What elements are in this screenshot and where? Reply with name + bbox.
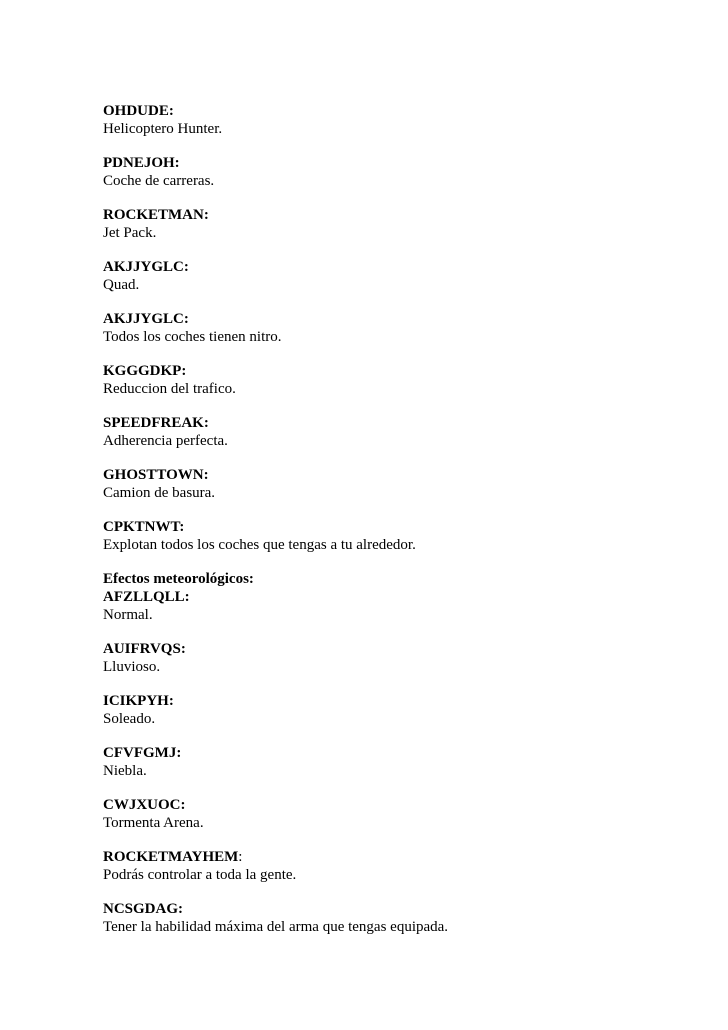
- cheat-description: Tener la habilidad máxima del arma que tengas equipada.: [103, 919, 449, 935]
- cheat-description: Jet Pack.: [103, 225, 157, 241]
- cheat-entry: [103, 796, 663, 832]
- cheat-entry: [103, 206, 663, 242]
- cheat-code: CFVFGMJ:: [103, 745, 182, 761]
- section-heading: Efectos meteorológicos:: [103, 571, 254, 587]
- cheat-description: Camion de basura.: [103, 485, 216, 501]
- cheat-code: CWJXUOC:: [103, 797, 186, 813]
- cheat-description: Coche de carreras.: [103, 173, 215, 189]
- cheat-entry: [103, 310, 663, 346]
- cheat-code: ICIKPYH:: [103, 693, 174, 709]
- cheat-code: GHOSTTOWN:: [103, 467, 209, 483]
- cheat-code: ROCKETMAYHEM: [103, 849, 239, 865]
- cheat-code: ROCKETMAN:: [103, 207, 209, 223]
- document-page: [103, 102, 663, 952]
- cheat-code: KGGGDKP:: [103, 363, 187, 379]
- cheat-description: Reduccion del trafico.: [103, 381, 236, 397]
- cheat-entry: [103, 466, 663, 502]
- cheat-code: NCSGDAG:: [103, 901, 184, 917]
- cheat-code: PDNEJOH:: [103, 155, 180, 171]
- cheat-entry: [103, 362, 663, 398]
- cheat-entry: [103, 848, 663, 884]
- cheat-code-colon: :: [238, 849, 243, 865]
- cheat-entry: [103, 414, 663, 450]
- cheat-entry: [103, 744, 663, 780]
- cheat-code: AFZLLQLL:: [103, 589, 190, 605]
- cheat-description: Helicoptero Hunter.: [103, 121, 223, 137]
- weather-section: [103, 570, 663, 624]
- cheat-code: SPEEDFREAK:: [103, 415, 209, 431]
- cheat-description: Lluvioso.: [103, 659, 161, 675]
- cheat-description: Niebla.: [103, 763, 147, 779]
- cheat-code: OHDUDE:: [103, 103, 174, 119]
- cheat-entry: [103, 518, 663, 554]
- cheat-code-line: [103, 848, 663, 866]
- cheat-entry: [103, 102, 663, 138]
- cheat-code: AKJJYGLC:: [103, 259, 189, 275]
- cheat-entry: [103, 154, 663, 190]
- cheat-description: Adherencia perfecta.: [103, 433, 228, 449]
- cheat-entry: [103, 640, 663, 676]
- cheat-description: Podrás controlar a toda la gente.: [103, 867, 297, 883]
- cheat-code: AKJJYGLC:: [103, 311, 189, 327]
- cheat-code: AUIFRVQS:: [103, 641, 186, 657]
- cheat-description: Tormenta Arena.: [103, 815, 204, 831]
- cheat-description: Soleado.: [103, 711, 156, 727]
- cheat-description: Normal.: [103, 607, 153, 623]
- cheat-entry: [103, 258, 663, 294]
- cheat-entry: [103, 900, 663, 936]
- cheat-description: Todos los coches tienen nitro.: [103, 329, 282, 345]
- cheat-entry: [103, 692, 663, 728]
- cheat-description: Quad.: [103, 277, 140, 293]
- cheat-description: Explotan todos los coches que tengas a tu alrededor.: [103, 537, 416, 553]
- cheat-code: CPKTNWT:: [103, 519, 185, 535]
